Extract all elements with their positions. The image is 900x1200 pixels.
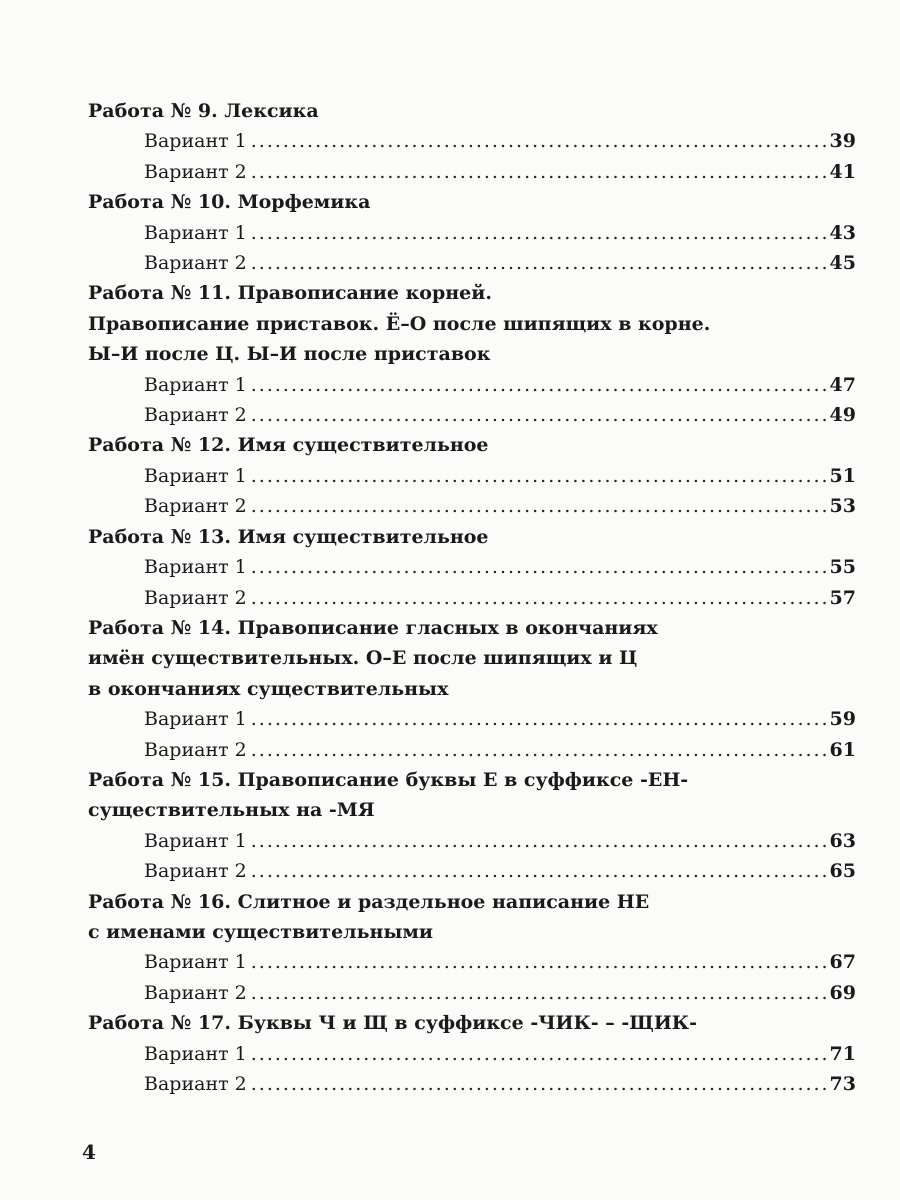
section-heading-line: Работа № 10. Морфемика bbox=[88, 191, 371, 214]
variant-label: Вариант 2 bbox=[144, 860, 247, 883]
dot-leader bbox=[251, 552, 826, 582]
toc-section bbox=[88, 613, 856, 765]
section-heading-line: имён существительных. О–Е после шипящих и Ц bbox=[88, 647, 638, 670]
page-reference: 59 bbox=[829, 708, 856, 731]
variant-entry bbox=[88, 947, 856, 977]
variant-label: Вариант 1 bbox=[144, 130, 247, 153]
page-reference: 65 bbox=[829, 860, 856, 883]
page-reference: 49 bbox=[829, 404, 856, 427]
variant-label: Вариант 1 bbox=[144, 464, 247, 487]
variant-label: Вариант 1 bbox=[144, 556, 247, 579]
variant-entry bbox=[88, 157, 856, 187]
variant-entry bbox=[88, 491, 856, 521]
toc-section bbox=[88, 522, 856, 613]
toc-section bbox=[88, 887, 856, 1009]
page-reference: 47 bbox=[829, 373, 856, 396]
dot-leader bbox=[251, 491, 826, 521]
toc-section bbox=[88, 765, 856, 887]
page-reference: 71 bbox=[829, 1042, 856, 1065]
section-heading-line: Правописание приставок. Ё–О после шипящих в корне. bbox=[88, 312, 711, 335]
dot-leader bbox=[251, 826, 826, 856]
section-heading-line: Работа № 16. Слитное и раздельное написание НЕ bbox=[88, 890, 650, 913]
section-heading-line: Работа № 15. Правописание буквы Е в суффиксе -ЕН- bbox=[88, 768, 689, 791]
toc-section bbox=[88, 1008, 856, 1099]
variant-label: Вариант 2 bbox=[144, 586, 247, 609]
dot-leader bbox=[251, 856, 826, 886]
page-reference: 45 bbox=[829, 252, 856, 275]
page-reference: 63 bbox=[829, 829, 856, 852]
section-heading-line: в окончаниях существительных bbox=[88, 677, 449, 700]
dot-leader bbox=[251, 461, 826, 491]
dot-leader bbox=[251, 400, 826, 430]
variant-entry bbox=[88, 1069, 856, 1099]
variant-label: Вариант 2 bbox=[144, 738, 247, 761]
variant-entry bbox=[88, 248, 856, 278]
variant-label: Вариант 2 bbox=[144, 404, 247, 427]
dot-leader bbox=[251, 704, 826, 734]
dot-leader bbox=[251, 126, 826, 156]
variant-entry bbox=[88, 370, 856, 400]
page-reference: 43 bbox=[829, 221, 856, 244]
page-reference: 57 bbox=[829, 586, 856, 609]
variant-label: Вариант 2 bbox=[144, 160, 247, 183]
variant-entry bbox=[88, 583, 856, 613]
dot-leader bbox=[251, 370, 826, 400]
page-reference: 61 bbox=[829, 738, 856, 761]
toc-section bbox=[88, 430, 856, 521]
variant-entry bbox=[88, 461, 856, 491]
section-heading-line: Работа № 14. Правописание гласных в окончаниях bbox=[88, 616, 658, 639]
page-reference: 39 bbox=[829, 130, 856, 153]
variant-label: Вариант 1 bbox=[144, 373, 247, 396]
variant-entry bbox=[88, 856, 856, 886]
variant-entry bbox=[88, 735, 856, 765]
variant-label: Вариант 2 bbox=[144, 981, 247, 1004]
section-heading-line: Работа № 9. Лексика bbox=[88, 100, 319, 122]
section-heading-line: Работа № 13. Имя существительное bbox=[88, 525, 489, 548]
dot-leader bbox=[251, 947, 826, 977]
toc-section bbox=[88, 96, 856, 187]
dot-leader bbox=[251, 735, 826, 765]
dot-leader bbox=[251, 583, 826, 613]
section-heading-line: Работа № 11. Правописание корней. bbox=[88, 282, 492, 305]
dot-leader bbox=[251, 1069, 826, 1099]
section-heading-line: Работа № 12. Имя существительное bbox=[88, 434, 489, 457]
dot-leader bbox=[251, 218, 826, 248]
variant-entry bbox=[88, 704, 856, 734]
variant-label: Вариант 2 bbox=[144, 495, 247, 518]
section-heading-line: Ы–И после Ц. Ы–И после приставок bbox=[88, 343, 491, 366]
section-heading-line: с именами существительными bbox=[88, 920, 434, 943]
dot-leader bbox=[251, 248, 826, 278]
variant-entry bbox=[88, 126, 856, 156]
variant-label: Вариант 1 bbox=[144, 951, 247, 974]
variant-entry bbox=[88, 400, 856, 430]
variant-label: Вариант 1 bbox=[144, 708, 247, 731]
variant-entry bbox=[88, 826, 856, 856]
variant-label: Вариант 1 bbox=[144, 1042, 247, 1065]
variant-entry bbox=[88, 552, 856, 582]
variant-label: Вариант 2 bbox=[144, 252, 247, 275]
page-number: 4 bbox=[82, 1140, 96, 1164]
toc-section bbox=[88, 278, 856, 430]
dot-leader bbox=[251, 978, 826, 1008]
variant-entry bbox=[88, 1039, 856, 1069]
dot-leader bbox=[251, 1039, 826, 1069]
section-heading-line: существительных на -МЯ bbox=[88, 799, 375, 822]
page-reference: 67 bbox=[829, 951, 856, 974]
section-heading-line: Работа № 17. Буквы Ч и Щ в суффиксе -ЧИК- – -ЩИК- bbox=[88, 1012, 697, 1035]
page-reference: 51 bbox=[829, 464, 856, 487]
page-reference: 55 bbox=[829, 556, 856, 579]
page-reference: 53 bbox=[829, 495, 856, 518]
toc-section bbox=[88, 187, 856, 278]
variant-label: Вариант 1 bbox=[144, 221, 247, 244]
page-reference: 41 bbox=[829, 160, 856, 183]
variant-entry bbox=[88, 218, 856, 248]
dot-leader bbox=[251, 157, 826, 187]
variant-entry bbox=[88, 978, 856, 1008]
variant-label: Вариант 1 bbox=[144, 829, 247, 852]
page-reference: 73 bbox=[829, 1073, 856, 1095]
page-reference: 69 bbox=[829, 981, 856, 1004]
table-of-contents bbox=[88, 96, 856, 1099]
variant-label: Вариант 2 bbox=[144, 1073, 247, 1095]
